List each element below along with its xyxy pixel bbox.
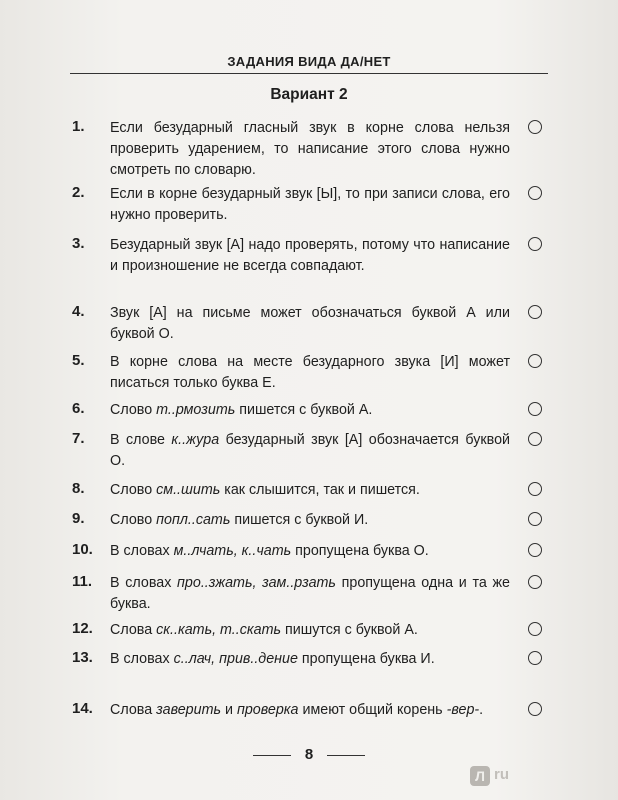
text-fragment: пропущена буква О. <box>291 543 429 559</box>
text-fragment: безударный звук [А] обозначается буквой О. <box>110 432 511 469</box>
question-text <box>110 352 510 394</box>
question-number: 11. <box>72 573 93 590</box>
answer-circle[interactable] <box>528 702 542 716</box>
question-text <box>110 430 510 472</box>
question-text <box>110 235 510 277</box>
question-number: 14. <box>72 700 93 717</box>
answer-circle[interactable] <box>528 305 542 319</box>
question-text <box>110 573 510 615</box>
page-header: ЗАДАНИЯ ВИДА ДА/НЕТ <box>70 54 548 74</box>
answer-circle[interactable] <box>528 186 542 200</box>
answer-circle[interactable] <box>528 354 542 368</box>
labirint-logo-icon: Л <box>470 766 490 786</box>
italic-word: м..лчать, к..чать <box>173 543 292 559</box>
text-fragment: и <box>221 702 237 718</box>
italic-word: заверить <box>156 702 222 718</box>
text-fragment: пишется с буквой И. <box>230 512 369 528</box>
text-fragment: Слова <box>110 622 157 638</box>
variant-title: Вариант 2 <box>270 86 348 103</box>
text-fragment: Слова <box>110 702 157 718</box>
question-text <box>110 620 510 641</box>
text-fragment: Звук [А] на письме может обозначаться буквой А или буквой О. <box>110 305 510 342</box>
question-text <box>110 400 510 421</box>
question-number: 3. <box>72 235 85 252</box>
footer-dash-right <box>327 755 365 756</box>
question-text <box>110 700 510 721</box>
question-text <box>110 541 510 562</box>
question-number: 2. <box>72 184 85 201</box>
italic-word: с..лач, прив..дение <box>173 651 298 667</box>
question-number: 13. <box>72 649 93 666</box>
question-number: 12. <box>72 620 93 637</box>
italic-word: про..зжать, зам..рзать <box>177 575 336 591</box>
text-fragment: В корне слова на месте безударного звука [И] может писаться только буква Е. <box>110 354 510 391</box>
footer-dash-left <box>253 755 291 756</box>
text-fragment: имеют общий корень <box>298 702 447 718</box>
question-number: 5. <box>72 352 85 369</box>
answer-circle[interactable] <box>528 575 542 589</box>
text-fragment: пишутся с буквой А. <box>281 622 418 638</box>
text-fragment: Слово <box>110 402 157 418</box>
question-number: 7. <box>72 430 85 447</box>
question-text <box>110 649 510 670</box>
question-text <box>110 480 510 501</box>
italic-word: -вер- <box>446 702 480 718</box>
italic-word: см..шить <box>156 482 221 498</box>
text-fragment: Слово <box>110 482 157 498</box>
text-fragment: Если безударный гласный звук в корне слова нельзя проверить ударением, то написание этого слова нужно смотреть по словарю. <box>110 120 510 178</box>
question-text <box>110 118 510 181</box>
answer-circle[interactable] <box>528 120 542 134</box>
italic-word: к..жура <box>171 432 220 448</box>
text-fragment: пропущена одна и та же буква. <box>110 575 510 612</box>
question-text <box>110 303 510 345</box>
text-fragment: пишется с буквой А. <box>235 402 373 418</box>
question-number: 1. <box>72 118 85 135</box>
italic-word: т..рмозить <box>156 402 236 418</box>
answer-circle[interactable] <box>528 512 542 526</box>
text-fragment: пропущена буква И. <box>297 651 435 667</box>
question-text <box>110 184 510 226</box>
italic-word: попл..сать <box>156 512 231 528</box>
question-text <box>110 510 510 531</box>
text-fragment: В слове <box>110 432 172 448</box>
page-footer <box>0 746 618 763</box>
question-number: 9. <box>72 510 85 527</box>
text-fragment: В словах <box>110 651 174 667</box>
answer-circle[interactable] <box>528 622 542 636</box>
italic-word: проверка <box>236 702 299 718</box>
text-fragment: Слово <box>110 512 157 528</box>
answer-circle[interactable] <box>528 432 542 446</box>
question-number: 8. <box>72 480 85 497</box>
text-fragment: В словах <box>110 543 174 559</box>
question-number: 4. <box>72 303 85 320</box>
text-fragment: Безударный звук [А] надо проверять, потому что написание и произношение не всегда совпадают. <box>110 237 510 274</box>
question-number: 6. <box>72 400 85 417</box>
italic-word: ск..кать, т..скать <box>156 622 282 638</box>
text-fragment: как слышится, так и пишется. <box>220 482 420 498</box>
text-fragment: Если в корне безударный звук [Ы], то при записи слова, его нужно проверить. <box>110 186 510 223</box>
answer-circle[interactable] <box>528 402 542 416</box>
watermark-text: ru <box>494 766 509 783</box>
answer-circle[interactable] <box>528 651 542 665</box>
text-fragment: . <box>479 702 484 718</box>
page-number: 8 <box>304 746 314 763</box>
text-fragment: В словах <box>110 575 178 591</box>
answer-circle[interactable] <box>528 237 542 251</box>
question-number: 10. <box>72 541 93 558</box>
answer-circle[interactable] <box>528 543 542 557</box>
answer-circle[interactable] <box>528 482 542 496</box>
